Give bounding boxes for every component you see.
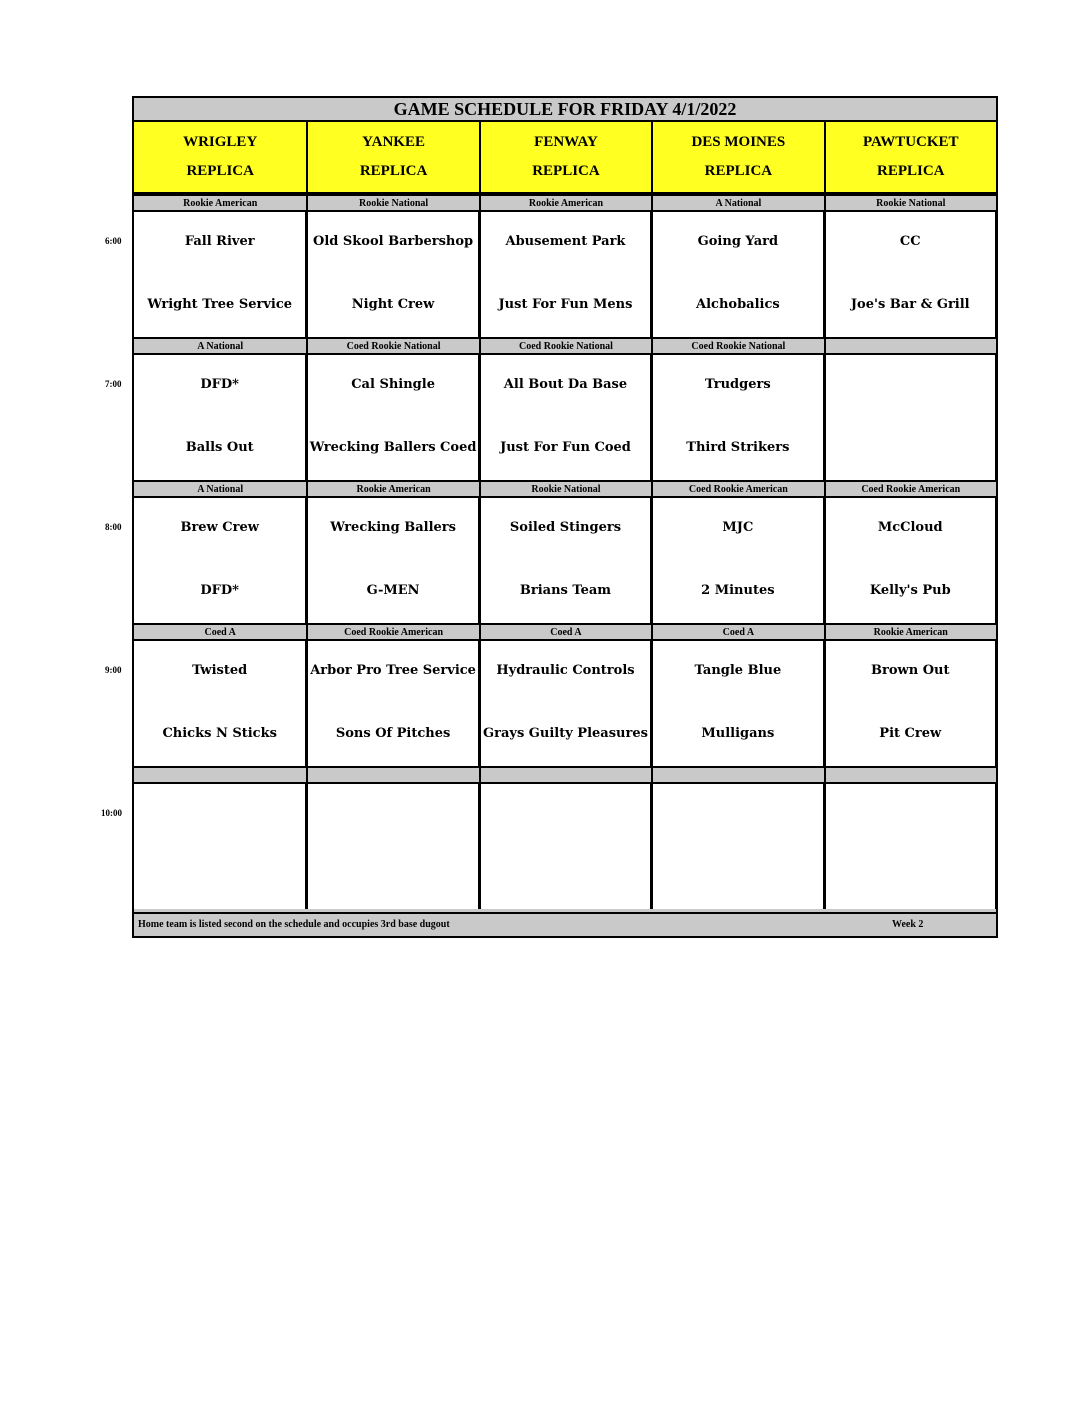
away-team: Wrecking Ballers — [330, 520, 456, 535]
game-cell — [651, 355, 823, 480]
division-label: Coed Rookie American — [306, 623, 478, 641]
game-row — [134, 784, 996, 909]
home-team: Wrecking Ballers Coed — [309, 440, 477, 455]
field-name: PAWTUCKET — [862, 134, 959, 150]
home-team: 2 Minutes — [701, 583, 775, 598]
game-cell — [479, 212, 651, 337]
division-label: Coed Rookie American — [651, 480, 823, 498]
division-label — [824, 337, 996, 355]
game-cell — [306, 784, 478, 909]
division-label: Rookie National — [479, 480, 651, 498]
away-team: Trudgers — [705, 377, 771, 392]
game-cell — [306, 498, 478, 623]
game-cell — [134, 355, 306, 480]
game-cell — [134, 212, 306, 337]
division-label: Rookie American — [134, 194, 306, 212]
field-subtitle: REPLICA — [704, 163, 773, 179]
division-label — [651, 766, 823, 784]
away-team: Soiled Stingers — [509, 520, 622, 535]
home-team: G-MEN — [366, 583, 420, 598]
schedule-footer — [134, 912, 996, 936]
away-team: CC — [899, 234, 921, 249]
time-slot-label: 8:00 — [105, 522, 122, 532]
game-cell — [824, 784, 996, 909]
division-row — [134, 480, 996, 498]
game-cell — [824, 498, 996, 623]
game-cell — [479, 498, 651, 623]
division-row — [134, 337, 996, 355]
division-row — [134, 766, 996, 784]
game-row — [134, 498, 996, 623]
home-team: Joe's Bar & Grill — [850, 297, 970, 312]
time-slot-label: 10:00 — [101, 808, 122, 818]
away-team: MJC — [722, 520, 754, 535]
home-team: Brians Team — [519, 583, 612, 598]
game-cell — [479, 784, 651, 909]
division-label — [479, 766, 651, 784]
away-team: Twisted — [192, 663, 248, 678]
away-team: Cal Shingle — [351, 377, 435, 392]
schedule-sheet — [132, 96, 998, 938]
game-row — [134, 212, 996, 337]
division-label — [824, 766, 996, 784]
field-header-pawtucket — [824, 122, 996, 192]
game-cell — [651, 498, 823, 623]
field-header-row — [134, 122, 996, 194]
home-team: Night Crew — [351, 297, 435, 312]
game-cell — [651, 784, 823, 909]
game-cell — [134, 498, 306, 623]
division-row — [134, 194, 996, 212]
game-cell — [134, 641, 306, 766]
division-label: Rookie American — [306, 480, 478, 498]
division-label: A National — [134, 480, 306, 498]
division-label: Rookie American — [824, 623, 996, 641]
field-name: WRIGLEY — [183, 134, 258, 150]
field-subtitle: REPLICA — [186, 163, 254, 179]
division-label: Coed A — [651, 623, 823, 641]
time-slot-label: 6:00 — [105, 236, 122, 246]
away-team: Abusement Park — [505, 234, 626, 249]
division-label: Rookie National — [824, 194, 996, 212]
away-team: Brown Out — [871, 663, 950, 678]
time-slot-label: 7:00 — [105, 379, 122, 389]
game-cell — [651, 641, 823, 766]
field-subtitle: REPLICA — [877, 163, 945, 179]
away-team: McCloud — [877, 520, 943, 535]
home-team-note: Home team is listed second on the schedule and occupies 3rd base dugout — [138, 919, 450, 930]
game-cell — [824, 212, 996, 337]
field-name: DES MOINES — [691, 134, 786, 150]
field-subtitle: REPLICA — [532, 163, 600, 179]
home-team: Just For Fun Coed — [500, 440, 631, 455]
division-label: Coed Rookie National — [651, 337, 823, 355]
time-slot-label: 9:00 — [105, 665, 122, 675]
home-team: Just For Fun Mens — [498, 297, 633, 312]
home-team: Third Strikers — [686, 440, 790, 455]
division-label — [306, 766, 478, 784]
division-label: Coed Rookie National — [479, 337, 651, 355]
field-header-fenway — [479, 122, 651, 192]
away-team: DFD* — [200, 377, 239, 392]
division-label: Coed A — [479, 623, 651, 641]
game-cell — [479, 355, 651, 480]
home-team: Balls Out — [185, 440, 254, 455]
division-label: Coed A — [134, 623, 306, 641]
game-cell — [824, 355, 996, 480]
division-label: Rookie American — [479, 194, 651, 212]
home-team: Kelly's Pub — [869, 583, 951, 598]
game-cell — [306, 355, 478, 480]
week-label: Week 2 — [892, 919, 924, 930]
schedule-title: GAME SCHEDULE FOR FRIDAY 4/1/2022 — [134, 98, 996, 122]
away-team: All Bout Da Base — [503, 377, 628, 392]
home-team: Wright Tree Service — [147, 297, 293, 312]
division-label: Rookie National — [306, 194, 478, 212]
game-cell — [306, 212, 478, 337]
division-label: Coed Rookie National — [306, 337, 478, 355]
away-team: Going Yard — [697, 234, 779, 249]
game-cell — [306, 641, 478, 766]
division-label: A National — [134, 337, 306, 355]
division-row — [134, 623, 996, 641]
division-label — [134, 766, 306, 784]
away-team: Arbor Pro Tree Service — [310, 663, 476, 678]
home-team: Alchobalics — [696, 297, 780, 312]
field-header-des-moines — [651, 122, 823, 192]
field-header-yankee — [306, 122, 478, 192]
away-team: Tangle Blue — [694, 663, 782, 678]
field-name: YANKEE — [362, 134, 425, 150]
game-row — [134, 355, 996, 480]
away-team: Brew Crew — [180, 520, 259, 535]
away-team: Fall River — [184, 234, 255, 249]
home-team: Grays Guilty Pleasures — [483, 726, 648, 741]
home-team: DFD* — [200, 583, 239, 598]
home-team: Chicks N Sticks — [162, 726, 277, 741]
away-team: Old Skool Barbershop — [313, 234, 474, 249]
game-cell — [134, 784, 306, 909]
home-team: Pit Crew — [879, 726, 942, 741]
division-label: Coed Rookie American — [824, 480, 996, 498]
away-team: Hydraulic Controls — [496, 663, 635, 678]
field-header-wrigley — [134, 122, 306, 192]
game-cell — [824, 641, 996, 766]
game-cell — [479, 641, 651, 766]
game-row — [134, 641, 996, 766]
division-label: A National — [651, 194, 823, 212]
home-team: Mulligans — [701, 726, 775, 741]
game-cell — [651, 212, 823, 337]
field-subtitle: REPLICA — [359, 163, 428, 179]
home-team: Sons Of Pitches — [335, 726, 451, 741]
field-name: FENWAY — [534, 134, 598, 150]
